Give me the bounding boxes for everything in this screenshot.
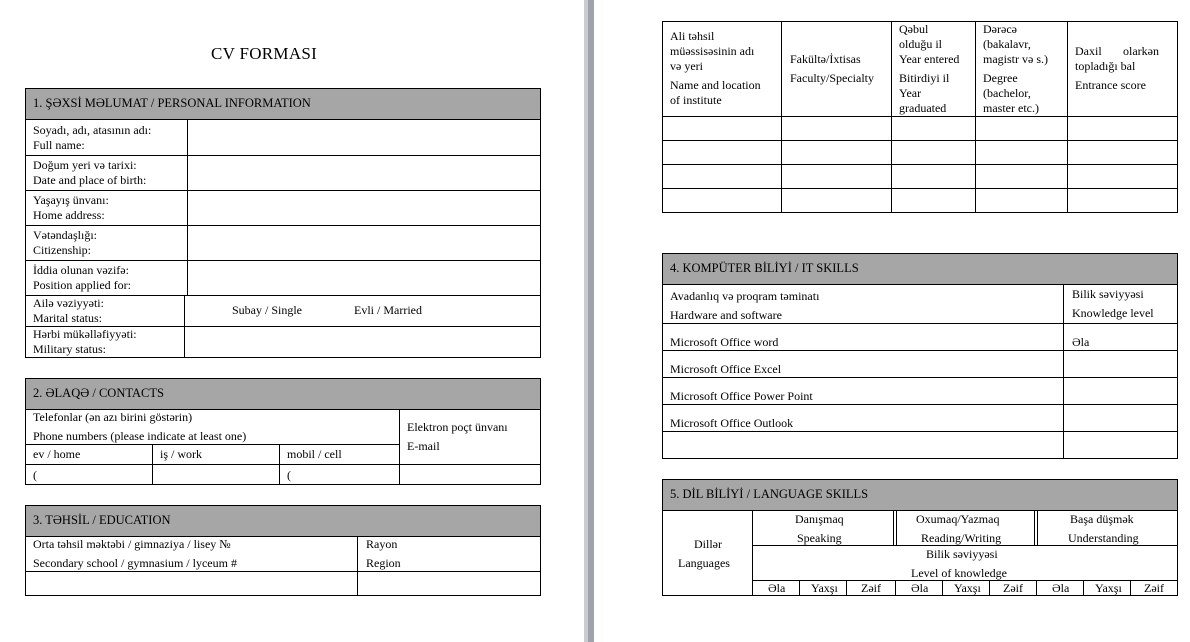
section-personal-header <box>25 88 541 120</box>
score-header-3: Entrance score <box>1075 78 1146 92</box>
section-education-title: 3. TƏHSİL / EDUCATION <box>33 513 171 527</box>
score-header-2: topladığı bal <box>1075 59 1136 73</box>
it-col-hardware-az: Avadanlıq və proqram təminatı <box>670 289 820 303</box>
phone-home-paren: ( <box>33 468 37 482</box>
marital-married-option: Evli / Married <box>354 303 422 317</box>
full-name-label-az: Soyadı, adı, atasının adı: <box>33 123 152 137</box>
score-header-1b: olarkən <box>1123 44 1159 58</box>
it-item-powerpoint: Microsoft Office Power Point <box>670 389 813 403</box>
phone-home-label: ev / home <box>33 447 81 461</box>
cv-page-1 <box>0 0 584 642</box>
birth-label-az: Doğum yeri və tarixi: <box>33 158 137 172</box>
phones-label-en: Phone numbers (please indicate at least one) <box>33 429 247 443</box>
faculty-header-1: Fakültə/İxtisas <box>790 52 861 66</box>
reading-label-az: Oxumaq/Yazmaq <box>916 512 1000 526</box>
speaking-grade-weak: Zəif <box>861 581 881 595</box>
it-item-outlook: Microsoft Office Outlook <box>670 416 794 430</box>
it-col-level-en: Knowledge level <box>1072 306 1154 320</box>
section-language-header <box>662 479 1178 511</box>
languages-label-en: Languages <box>678 556 730 570</box>
reading-grade-good: Yaxşı <box>954 581 981 595</box>
understanding-grade-weak: Zəif <box>1144 581 1164 595</box>
it-item-word: Microsoft Office word <box>670 335 779 349</box>
speaking-label-en: Speaking <box>797 531 842 545</box>
citizenship-label-en: Citizenship: <box>33 243 91 257</box>
institution-header-1: Ali təhsil <box>670 29 715 43</box>
page-gutter <box>584 0 594 642</box>
military-label-en: Military status: <box>33 342 106 356</box>
email-label-en: E-mail <box>407 439 440 453</box>
institution-header-4: Name and location <box>670 78 761 92</box>
address-label-en: Home address: <box>33 208 105 222</box>
year-header-6: graduated <box>899 101 947 115</box>
marital-single-option: Subay / Single <box>232 303 303 317</box>
faculty-header-2: Faculty/Specialty <box>790 71 874 85</box>
score-header-1a: Daxil <box>1075 44 1102 58</box>
understanding-grade-good: Yaxşı <box>1095 581 1122 595</box>
cv-page-2 <box>594 0 1190 642</box>
section-contacts-title: 2. ƏLAQƏ / CONTACTS <box>33 386 164 400</box>
section-language-title: 5. DİL BİLİYİ / LANGUAGE SKILLS <box>670 487 869 501</box>
institution-header-2: müəssisəsinin adı <box>670 44 755 58</box>
degree-header-6: master etc.) <box>983 101 1039 115</box>
it-col-hardware-en: Hardware and software <box>670 308 782 322</box>
year-header-4: Bitirdiyi il <box>899 71 950 85</box>
reading-grade-excellent: Əla <box>911 581 929 595</box>
marital-label-en: Marital status: <box>33 311 102 325</box>
speaking-grade-excellent: Əla <box>768 581 786 595</box>
year-header-5: Year <box>899 86 922 100</box>
school-label-az: Orta təhsil məktəbi / gimnaziya / lisey № <box>33 537 231 551</box>
section-personal-title: 1. ŞƏXSİ MƏLUMAT / PERSONAL INFORMATION <box>33 96 311 110</box>
it-word-level: Əla <box>1072 335 1090 349</box>
phone-cell-label: mobil / cell <box>287 447 342 461</box>
phone-work-label: iş / work <box>160 447 202 461</box>
understanding-label-en: Understanding <box>1068 531 1139 545</box>
phone-cell-paren: ( <box>287 468 291 482</box>
degree-header-1: Dərəcə <box>983 22 1017 36</box>
email-label-az: Elektron poçt ünvanı <box>407 420 508 434</box>
school-label-en: Secondary school / gymnasium / lyceum # <box>33 556 237 570</box>
institution-header-3: və yeri <box>670 59 703 73</box>
speaking-grade-good: Yaxşı <box>811 581 838 595</box>
level-label-en: Level of knowledge <box>911 566 1007 580</box>
marital-label-az: Ailə vəziyyəti: <box>33 296 104 310</box>
institution-header-5: of institute <box>670 93 722 107</box>
it-item-excel: Microsoft Office Excel <box>670 362 782 376</box>
document-title: CV FORMASI <box>211 44 318 63</box>
birth-label-en: Date and place of birth: <box>33 173 147 187</box>
degree-header-5: (bachelor, <box>983 86 1031 100</box>
year-header-2: olduğu il <box>899 37 943 51</box>
reading-label-en: Reading/Writing <box>921 531 1002 545</box>
military-label-az: Hərbi mükəlləfiyyəti: <box>33 327 137 341</box>
it-col-level-az: Bilik səviyyəsi <box>1072 287 1144 301</box>
level-label-az: Bilik səviyyəsi <box>926 547 998 561</box>
region-label-en: Region <box>366 556 401 570</box>
languages-label-az: Dillər <box>694 537 722 551</box>
reading-grade-weak: Zəif <box>1003 581 1023 595</box>
degree-header-2: (bakalavr, <box>983 37 1031 51</box>
address-label-az: Yaşayış ünvanı: <box>33 193 109 207</box>
year-header-3: Year entered <box>899 52 960 66</box>
full-name-label-en: Full name: <box>33 138 85 152</box>
position-label-en: Position applied for: <box>33 278 131 292</box>
section-it-title: 4. KOMPÜTER BİLİYİ / IT SKILLS <box>670 261 859 275</box>
section-education-header <box>25 505 541 537</box>
understanding-label-az: Başa düşmək <box>1070 512 1134 526</box>
region-label-az: Rayon <box>366 537 398 551</box>
section-contacts-header <box>25 378 541 410</box>
citizenship-label-az: Vətəndaşlığı: <box>33 228 97 242</box>
speaking-label-az: Danışmaq <box>795 512 844 526</box>
section-it-header <box>662 253 1178 285</box>
phones-label-az: Telefonlar (ən azı birini göstərin) <box>33 410 193 424</box>
understanding-grade-excellent: Əla <box>1052 581 1070 595</box>
position-label-az: İddia olunan vəzifə: <box>33 263 129 277</box>
year-header-1: Qəbul <box>899 22 929 36</box>
degree-header-3: magistr və s.) <box>983 52 1048 66</box>
degree-header-4: Degree <box>983 71 1018 85</box>
